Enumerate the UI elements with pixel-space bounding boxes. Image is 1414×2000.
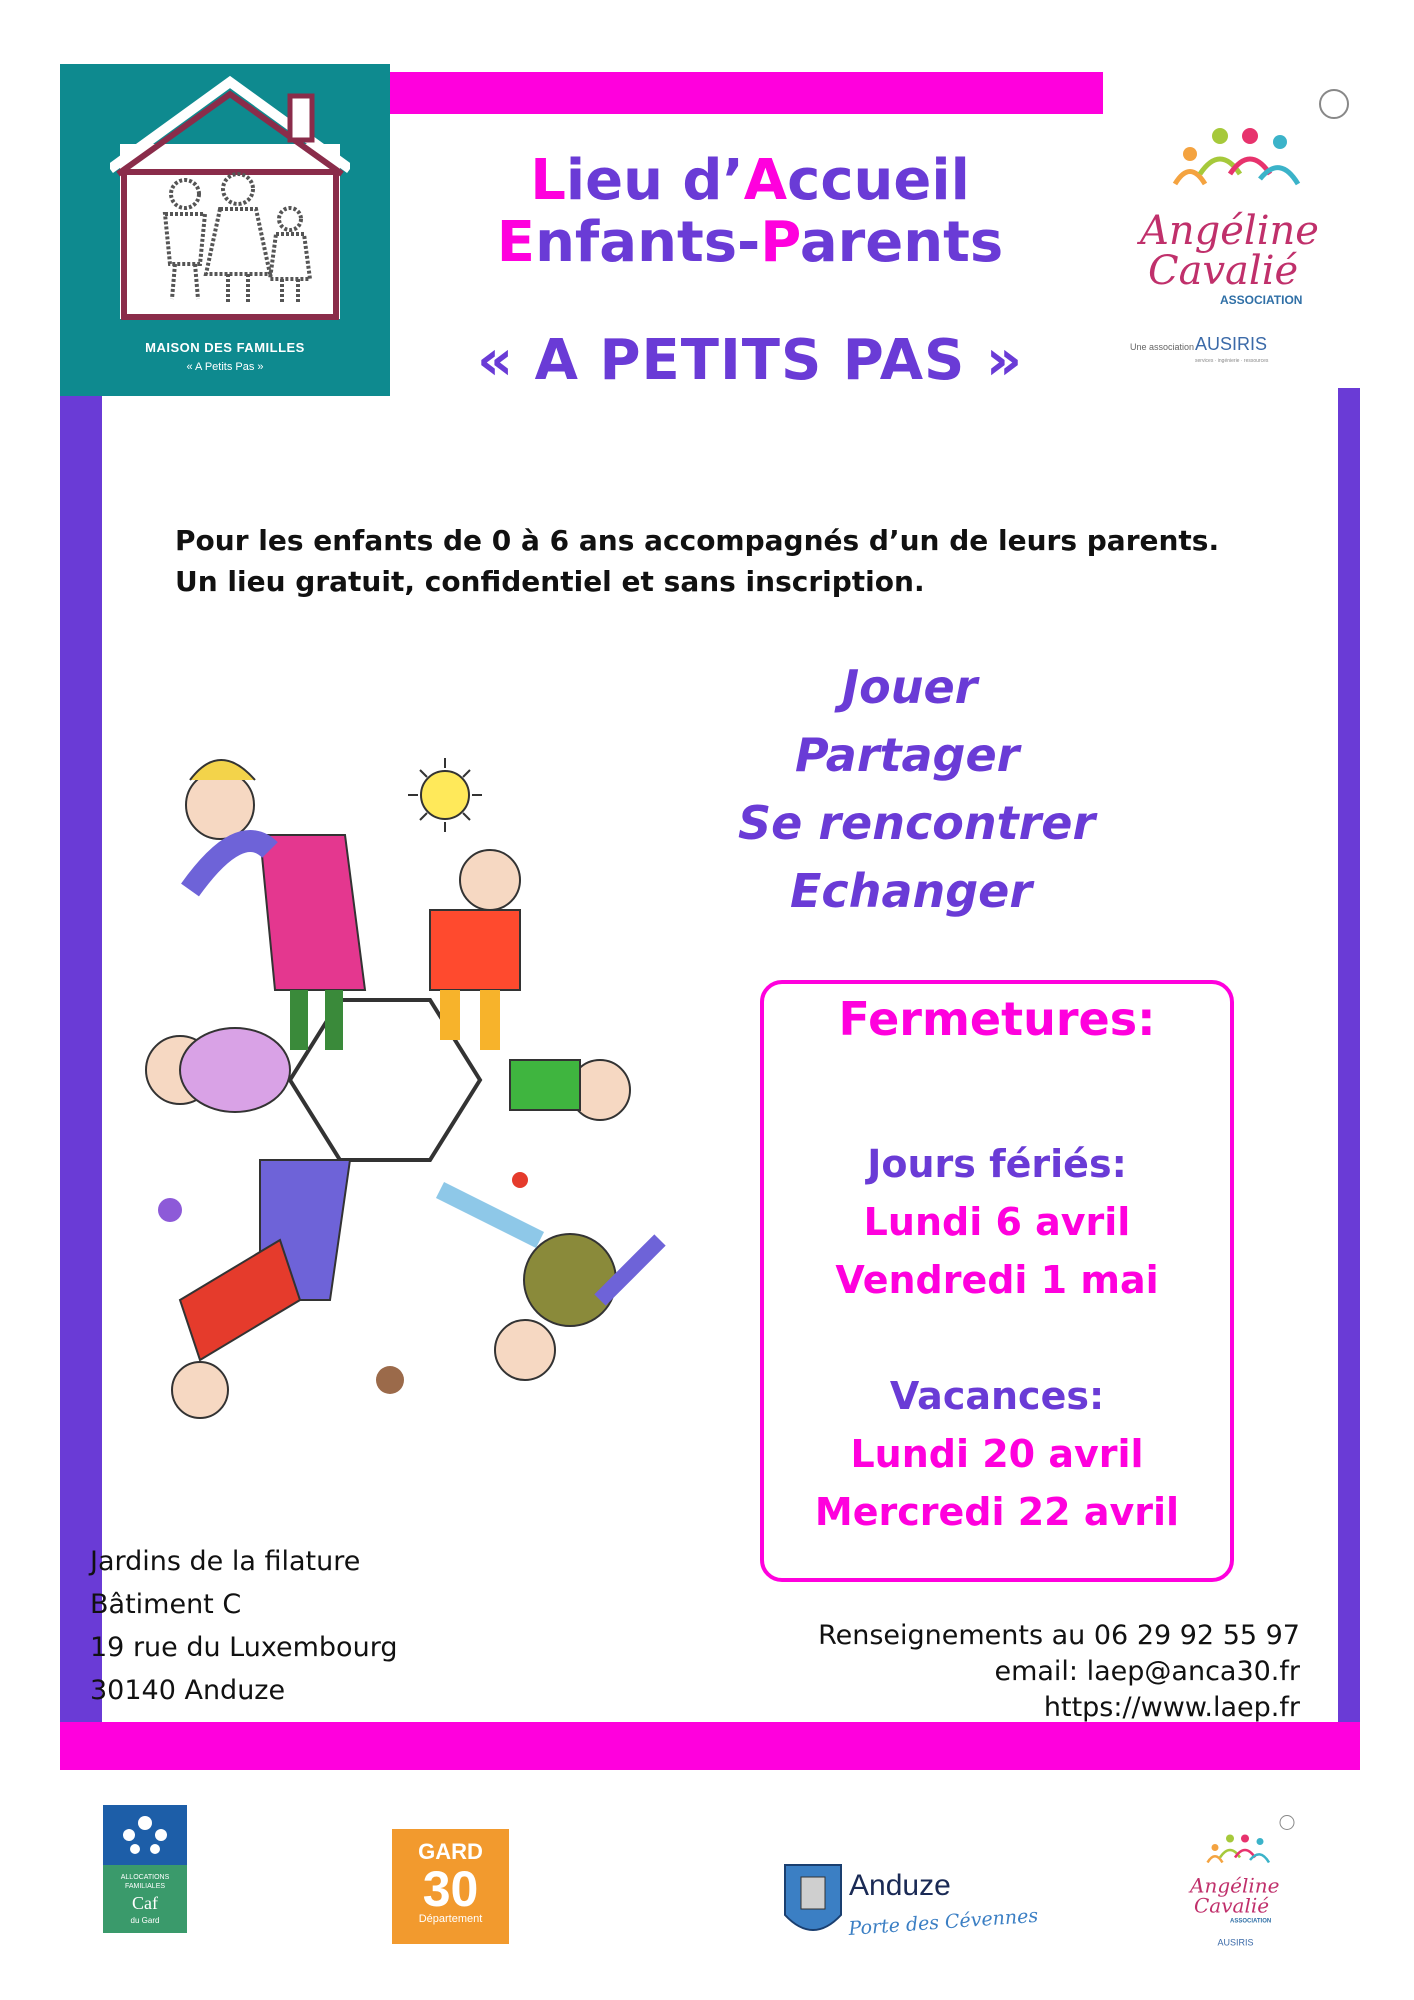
angeline-name2: Cavalié bbox=[1148, 248, 1299, 294]
intro-line2: Un lieu gratuit, confidentiel et sans inscription. bbox=[175, 565, 925, 598]
verb-se-rencontrer: Se rencontrer bbox=[738, 796, 1096, 850]
title-line2 bbox=[400, 212, 1100, 274]
page-subtitle: « A PETITS PAS » bbox=[476, 328, 1024, 393]
anduze-l1: Anduze bbox=[849, 1869, 951, 1902]
holiday-2: Vendredi 1 mai bbox=[835, 1258, 1159, 1302]
closures-box bbox=[760, 980, 1234, 1582]
intro-text bbox=[175, 520, 1275, 602]
title-letter-l: L bbox=[530, 148, 566, 213]
anduze-logo bbox=[783, 1855, 1043, 1955]
angeline-ausiris-sub: services · ingénierie · ressources bbox=[1195, 358, 1269, 364]
verb-echanger: Echanger bbox=[790, 864, 1033, 918]
gard-l3: Département bbox=[418, 1913, 483, 1925]
page-title bbox=[400, 150, 1100, 274]
angeline-ausiris: AUSIRIS bbox=[1195, 334, 1268, 354]
caf-l3: Caf bbox=[132, 1893, 158, 1913]
title-part-ccueil: ccueil bbox=[787, 148, 970, 213]
angeline-cavalie-logo bbox=[1120, 84, 1360, 374]
title-letter-a: A bbox=[743, 148, 788, 213]
maison-des-familles-logo bbox=[60, 64, 390, 396]
caf-l1: ALLOCATIONS bbox=[120, 1874, 170, 1881]
maison-caption-line2: « A Petits Pas » bbox=[186, 361, 264, 373]
angeline-tag: Une association bbox=[1130, 342, 1195, 352]
angeline-name1: Angéline bbox=[1140, 208, 1319, 254]
vacation-label: Vacances: bbox=[889, 1374, 1105, 1418]
caf-l2: FAMILIALES bbox=[124, 1883, 166, 1890]
closures-title: Fermetures: bbox=[838, 992, 1156, 1046]
house-family-icon bbox=[110, 74, 350, 324]
title-part-nfants: nfants- bbox=[535, 210, 761, 275]
anduze-l2: Porte des Cévennes bbox=[847, 1904, 1039, 1940]
bottom-accent-bar bbox=[60, 1722, 1360, 1770]
title-part-ieu: ieu d’ bbox=[565, 148, 744, 213]
title-line1 bbox=[400, 150, 1100, 212]
contact-phone: Renseignements au 06 29 92 55 97 bbox=[818, 1620, 1300, 1651]
maison-caption-line1: MAISON DES FAMILLES bbox=[145, 340, 305, 355]
vacation-2: Mercredi 22 avril bbox=[814, 1490, 1180, 1534]
angeline-small-name2: Cavalié bbox=[1194, 1893, 1270, 1918]
right-accent-bar bbox=[1338, 388, 1360, 1723]
title-letter-e: E bbox=[496, 210, 536, 275]
caf-icon bbox=[103, 1805, 187, 1933]
top-accent-bar bbox=[390, 72, 1103, 114]
gard-l2: 30 bbox=[422, 1861, 479, 1917]
contact-website[interactable]: https://www.laep.fr bbox=[1043, 1692, 1300, 1723]
angeline-small-name1: Angéline bbox=[1190, 1873, 1280, 1898]
title-letter-p: P bbox=[760, 210, 800, 275]
angeline-assoc: ASSOCIATION bbox=[1220, 293, 1303, 307]
sun-icon bbox=[408, 758, 482, 832]
address-line3: 19 rue du Luxembourg bbox=[90, 1632, 398, 1663]
intro-line1: Pour les enfants de 0 à 6 ans accompagnés d’un de leurs parents. bbox=[175, 524, 1220, 557]
address-line2: Bâtiment C bbox=[90, 1589, 242, 1620]
angeline-small-ausiris: AUSIRIS bbox=[1217, 1937, 1254, 1948]
verb-partager: Partager bbox=[795, 728, 1020, 782]
holiday-1: Lundi 6 avril bbox=[863, 1200, 1131, 1244]
angeline-small-assoc: ASSOCIATION bbox=[1230, 1918, 1272, 1925]
children-ring-drawing bbox=[140, 740, 680, 1420]
contact-email[interactable]: email: laep@anca30.fr bbox=[994, 1656, 1300, 1687]
verb-jouer: Jouer bbox=[842, 660, 978, 714]
gard-departement-logo bbox=[392, 1829, 509, 1944]
address-block bbox=[90, 1540, 397, 1712]
address-line4: 30140 Anduze bbox=[90, 1675, 286, 1706]
angeline-cavalie-small-logo bbox=[1180, 1810, 1300, 1960]
address-line1: Jardins de la filature bbox=[90, 1546, 361, 1577]
maison-caption bbox=[60, 340, 390, 373]
anduze-crest-icon bbox=[783, 1855, 1043, 1955]
vacation-1: Lundi 20 avril bbox=[850, 1432, 1144, 1476]
title-part-arents: arents bbox=[799, 210, 1004, 275]
angeline-people-icon bbox=[1120, 84, 1360, 374]
caf-l4: du Gard bbox=[130, 1916, 160, 1925]
holidays-label: Jours fériés: bbox=[867, 1142, 1127, 1186]
angeline-small-icon bbox=[1180, 1810, 1300, 1960]
caf-logo bbox=[103, 1805, 187, 1933]
gard-l1: GARD bbox=[418, 1839, 483, 1864]
contact-block bbox=[700, 1618, 1300, 1726]
